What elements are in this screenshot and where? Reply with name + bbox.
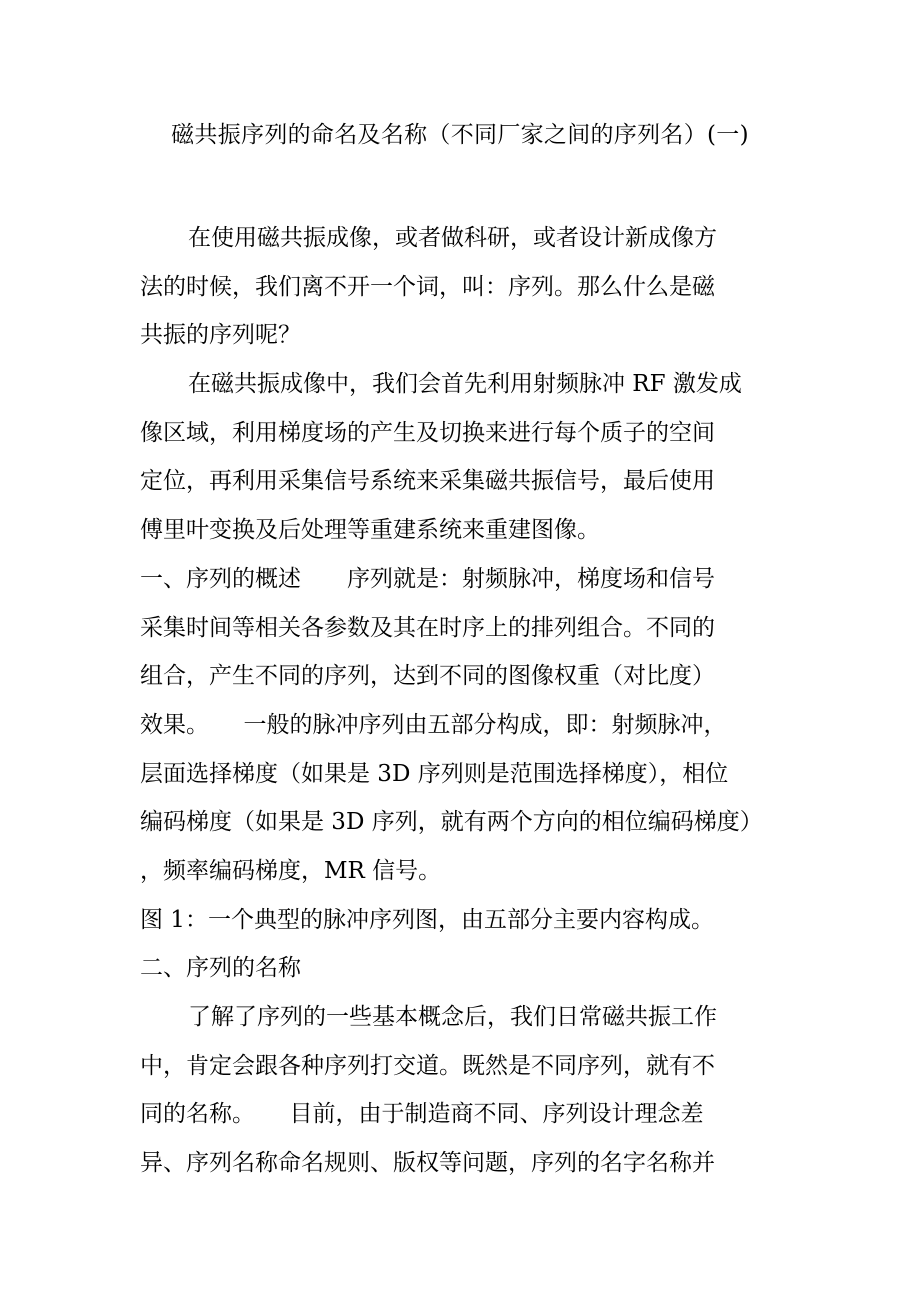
body-line: 异、序列名称命名规则、版权等问题，序列的名字名称并 [140,1150,715,1177]
body-line: 了解了序列的一些基本概念后，我们日常磁共振工作 [188,1004,717,1030]
body-line: 组合，产生不同的序列，达到不同的图像权重（对比度） [140,663,715,690]
body-line: 效果。 一般的脉冲序列由五部分构成，即：射频脉冲， [140,711,727,738]
body-line: 在使用磁共振成像，或者做科研，或者设计新成像方 [188,225,717,251]
body-line: 法的时候，我们离不开一个词，叫：序列。那么什么是磁 [140,273,715,300]
body-line: 二、序列的名称 [140,955,301,982]
body-line: 定位，再利用采集信号系统来采集磁共振信号，最后使用 [140,468,715,495]
body-line: 像区域，利用梯度场的产生及切换来进行每个质子的空间 [140,419,715,446]
body-line: 层面选择梯度（如果是 3D 序列则是范围选择梯度），相位 [140,760,729,787]
body-line: 共振的序列呢？ [140,322,301,349]
body-line: 采集时间等相关各参数及其在时序上的排列组合。不同的 [140,614,715,641]
body-line: 编码梯度（如果是 3D 序列，就有两个方向的相位编码梯度） [140,809,763,836]
document-title: 磁共振序列的命名及名称（不同厂家之间的序列名）(一) [171,122,749,148]
document-body [140,214,800,1188]
body-line: 中，肯定会跟各种序列打交道。既然是不同序列，就有不 [140,1052,715,1079]
body-line: 傅里叶变换及后处理等重建系统来重建图像。 [140,517,600,544]
body-line: 一、序列的概述 序列就是：射频脉冲，梯度场和信号 [140,565,715,592]
body-line: ，频率编码梯度，MR 信号。 [140,857,442,884]
body-line: 在磁共振成像中，我们会首先利用射频脉冲 RF 激发成 [188,371,742,398]
body-line: 同的名称。 目前，由于制造商不同、序列设计理念差 [140,1101,704,1128]
body-line: 图 1：一个典型的脉冲序列图，由五部分主要内容构成。 [140,906,714,933]
